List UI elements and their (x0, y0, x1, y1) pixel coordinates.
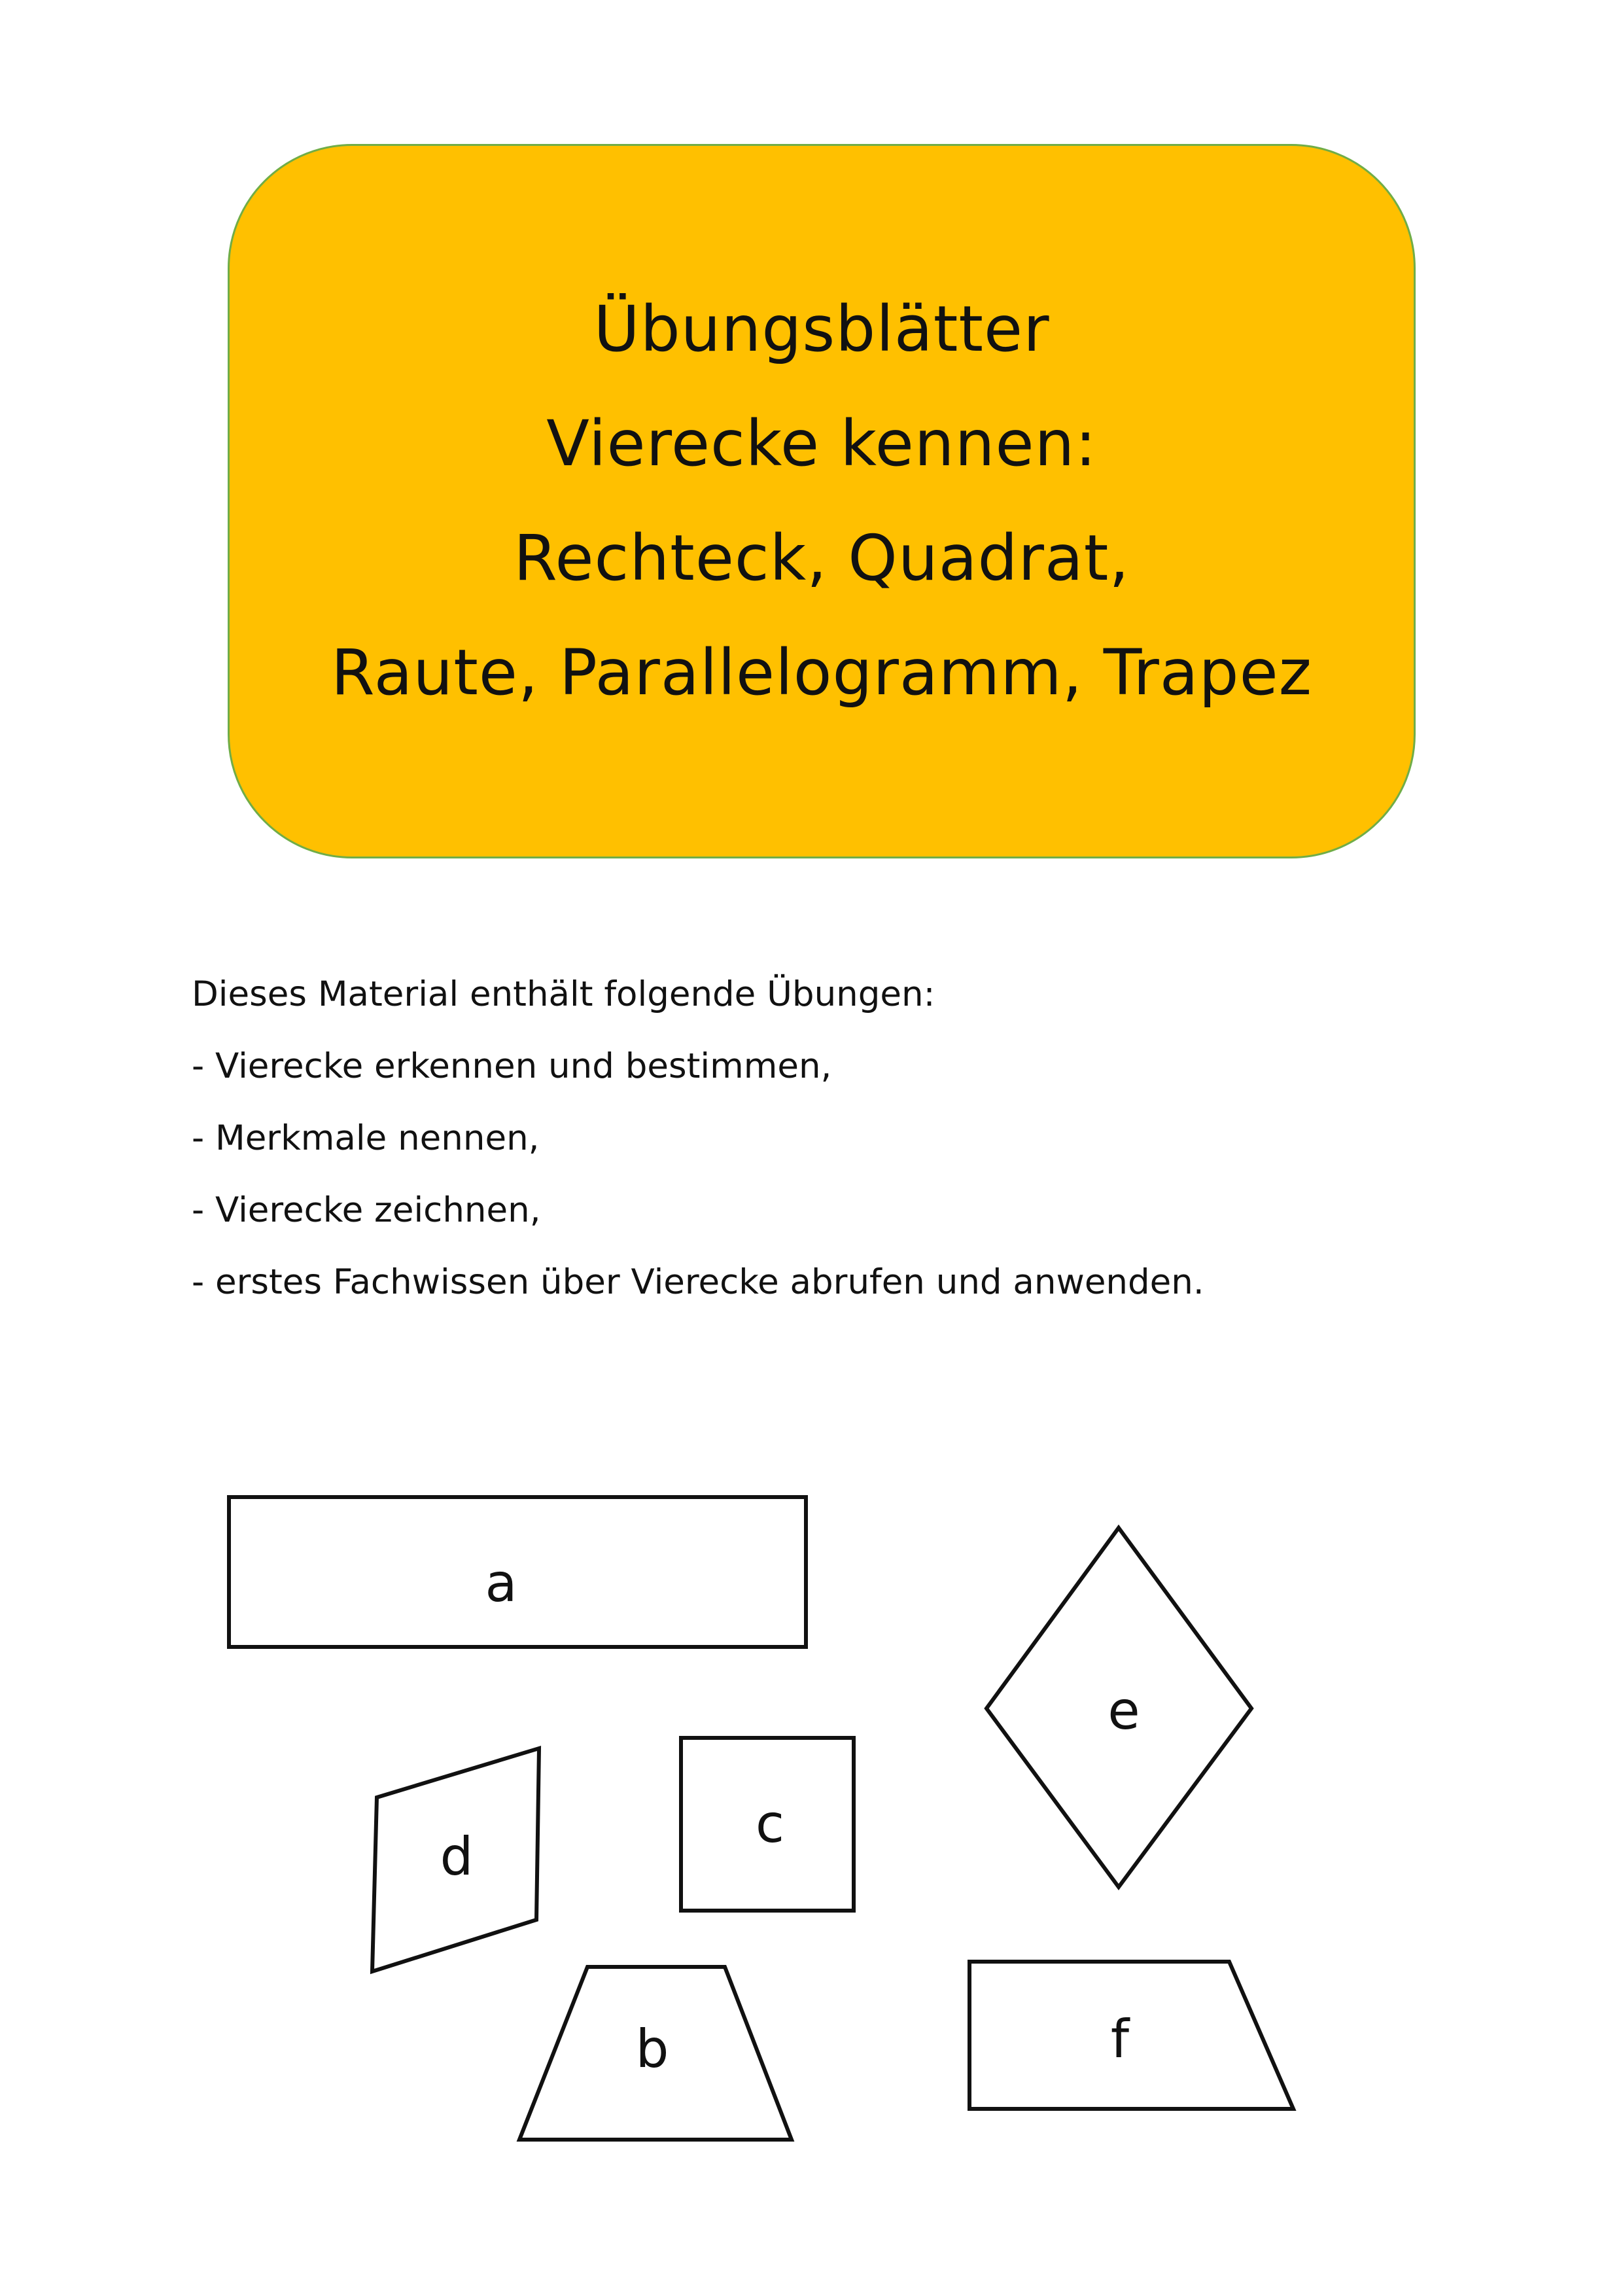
shape-a-label: a (485, 1553, 517, 1614)
intro-heading: Dieses Material enthält folgende Übungen: (192, 974, 935, 1014)
title-line-1: Übungsblätter (593, 292, 1050, 366)
shape-f-trapezoid (969, 1962, 1293, 2109)
shape-e-label: e (1108, 1680, 1140, 1741)
shape-a-rectangle (229, 1497, 806, 1647)
shape-d-label: d (440, 1826, 474, 1887)
shape-c-label: c (756, 1793, 784, 1854)
title-line-2: Vierecke kennen: (546, 407, 1097, 480)
title-line-4: Raute, Parallelogramm, Trapez (330, 636, 1313, 709)
list-item: - erstes Fachwissen über Vierecke abrufen und anwenden. (192, 1262, 1204, 1302)
list-item: - Vierecke zeichnen, (192, 1190, 541, 1230)
shape-b-label: b (635, 2019, 669, 2079)
shape-f-label: f (1110, 2009, 1130, 2070)
list-item: - Merkmale nennen, (192, 1118, 540, 1158)
title-line-3: Rechteck, Quadrat, (514, 521, 1130, 595)
list-item: - Vierecke erkennen und bestimmen, (192, 1046, 832, 1086)
